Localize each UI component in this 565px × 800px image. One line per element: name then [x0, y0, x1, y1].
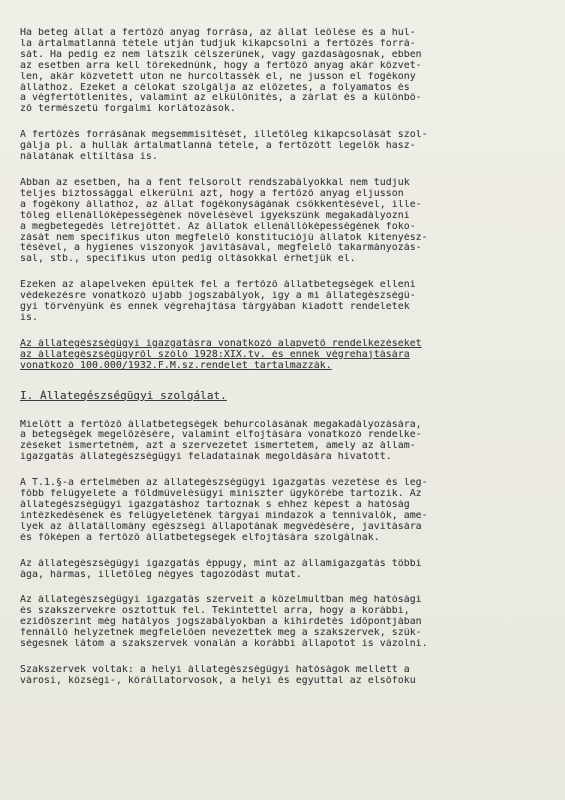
paragraph-2 [20, 130, 543, 163]
text-line: állathoz. Ezeket a célokat szolgálja az előzetes, a folyamatos és [20, 82, 410, 93]
text-line: Abban az esetben, ha a fent felsorolt rendszabályokkal nem tudjuk [20, 177, 410, 188]
text-line: lyek az állatállomány egészségi állapotának megvédésére, javitására [20, 521, 422, 532]
section-paragraph-1 [20, 420, 543, 464]
text-line: A fertőzés forrásának megsemmisitését, illetőleg kikapcsolását szol- [20, 130, 428, 141]
paragraph-4 [20, 280, 543, 324]
text-line: Szakszervek voltak: a helyi állategészségügyi hatóságok mellett a [20, 664, 410, 675]
text-line: zását nem specifikus uton megfelelő konstituciójú állatok kitenyész- [20, 232, 428, 243]
text-line: Az állategészségügyi igazgatás szerveit a közelmultban még hatósági [20, 595, 422, 606]
text-line: Az állategészségügyi igazgatásra vonatkozó alapvető rendelkezéseket [20, 338, 422, 349]
text-line: teljes biztossággal elkerülni azt, hogy a fertőző anyag eljusson [20, 188, 404, 199]
section-paragraph-3 [20, 559, 543, 581]
text-line: tésével, a hygienes viszonyok javitásával, megfelelő takarmányozás- [20, 243, 422, 254]
text-line: Mielőtt a fertőző állatbetegségek behurcolásának megakadályozására, [20, 419, 422, 430]
text-line: ága, hármas, illetőleg négyes tagozódást mutat. [20, 569, 302, 580]
text-line: a megbetegedés létrejöttét. Az állatok ellenállóképességének foko- [20, 221, 416, 232]
section-title: I. Állategészségügyi szolgálat. [20, 389, 227, 402]
text-line: és főképen a fertőző állatbetegségek elfojtására szolgálnak. [20, 532, 380, 543]
text-line: és szakszervekre osztottuk fel. Tekintettel arra, hogy a korábbi, [20, 606, 410, 617]
text-line: gálja pl. a hullák ártalmatlanná tétele, a fertőzött legelők hasz- [20, 141, 416, 152]
paragraph-5-legal-reference [20, 339, 543, 372]
text-line: főbb felügyelete a földmüvelésügyi miniszter ügykörébe tartozik. Az [20, 489, 422, 500]
text-line: ezidőszerint még hatályos jogszabályokban a kihirdetés időpontjában [20, 617, 422, 628]
paragraph-3 [20, 178, 543, 265]
text-line: ző természetü forgalmi korlátozások. [20, 104, 236, 115]
text-line: a fogékony állathoz, az állat fogékonyságának csökkentésével, ille- [20, 199, 422, 210]
text-line: igazgatás állategészségügyi feladatainak megoldására hivatott. [20, 452, 392, 463]
text-line: la ártalmatlanná tétele utján tudjuk kikapcsolni a fertőzés forrá- [20, 38, 416, 49]
text-line: az esetben arra kell törekednünk, hogy a fertőző anyag akár közvet- [20, 60, 422, 71]
text-line: sal, stb., specifikus uton pedig oltásokkal érhetjük el. [20, 254, 356, 265]
text-line: nálatának eltiltása is. [20, 152, 158, 163]
paragraph-1 [20, 28, 543, 115]
text-line: A T.1.§-a értelmében az állategészségügyi igazgatás vezetése és leg- [20, 478, 428, 489]
text-line: Ha beteg állat a fertőző anyag forrása, az állat leölése és a hul- [20, 28, 416, 38]
text-line: is. [20, 312, 38, 323]
section-paragraph-5 [20, 665, 543, 687]
text-line: Ezeken az alapelveken épültek fel a fertőző állatbetegségek elleni [20, 280, 416, 291]
text-line: vonatkozó 100.000/1932.F.M.sz.rendelet tartalmazzák. [20, 360, 332, 371]
text-line: len, akár közvetett uton ne hurcoltassék el, ne jusson el fogékony [20, 71, 416, 82]
text-line: fennálló helyzetnek megfelelően nevezettek meg a szakszervek, szük- [20, 628, 422, 639]
section-paragraph-4 [20, 595, 543, 650]
text-line: védekezésre vonatkozó ujabb jogszabályok, igy a mi állategészségü- [20, 291, 416, 302]
section-paragraph-2 [20, 478, 543, 543]
text-line: Az állategészségügyi igazgatás éppugy, mint az államigazgatás többi [20, 558, 422, 569]
text-line: az állategészségügyről szóló 1928:XIX.tv. és ennek végrehajtására [20, 349, 410, 360]
text-line: tőleg ellenállóképességének növelésével igyekszünk megakadályozni [20, 210, 410, 221]
text-line: a végfertőtlenités, valamint az elkülönités, a zárlat és a különbö- [20, 93, 422, 104]
text-line: a betegségek megelőzésére, valamint elfojtására vonatkozó rendelke- [20, 430, 422, 441]
text-line: állategészségügyi igazgatáshoz tartoznak s ehhez képest a hatóság [20, 500, 410, 510]
text-line: gyi törvényünk és ennek végrehajtása tárgyában kiadott rendeletek [20, 302, 410, 313]
text-line: városi, községi-, körállatorvosok, a helyi és egyuttal az elsőfoku [20, 675, 416, 686]
text-line: ségesnek látom a szakszervek vonalán a korábbi állapotot is vázolni. [20, 639, 428, 650]
text-line: intézkedésének és felügyeletének tárgyai mindazok a tennivalók, ame- [20, 510, 428, 521]
section-heading [20, 390, 543, 402]
text-line: zéseket ismertetném, azt a szervezetet ismertetem, amely az állam- [20, 441, 416, 452]
text-line: sát. Ha pedig ez nem látszik célszerünek, vagy gazdaságosnak, ebben [20, 49, 422, 60]
